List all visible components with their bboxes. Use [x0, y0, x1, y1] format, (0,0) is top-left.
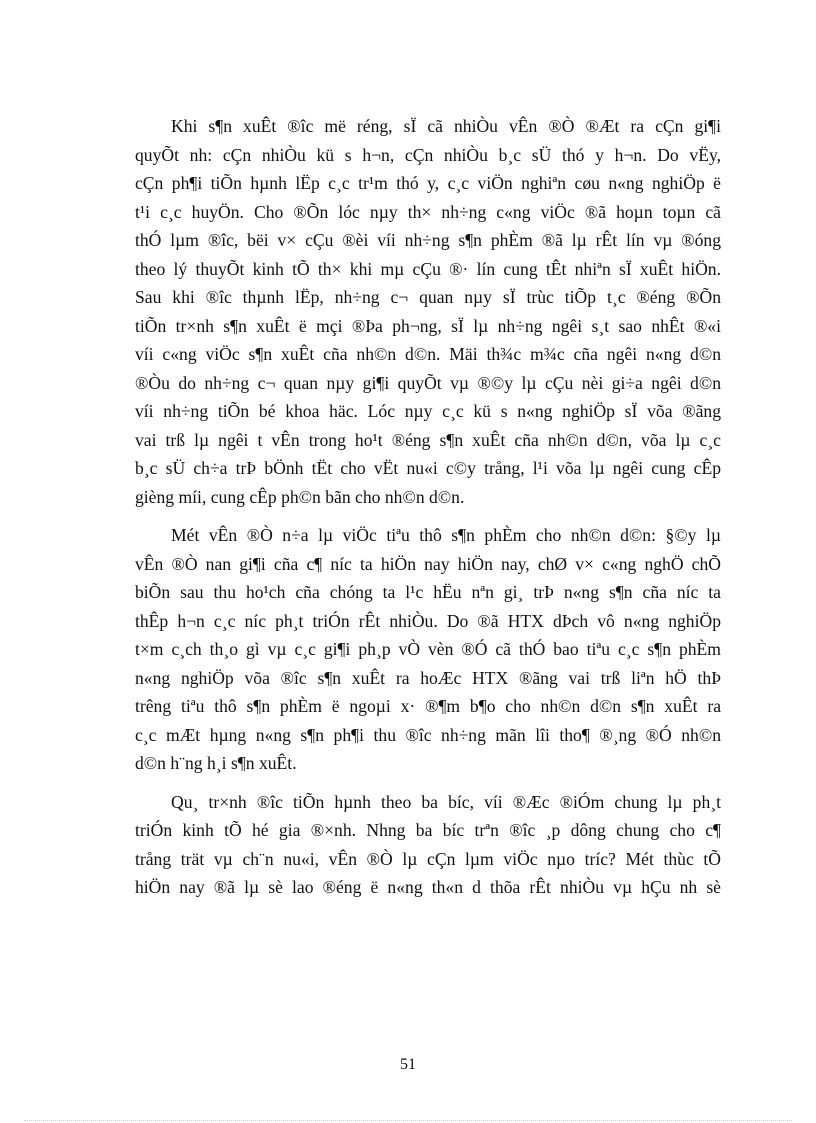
text-line: quyÕt nh: cÇn nhiÒu kü s h¬n, cÇn nhiÒu b¸c sÜ thó y h¬n. Do vËy,: [135, 144, 721, 165]
text-line: tiÕn tr×nh s¶n xuÊt ë mçi ®Þa ph¬ng, sÏ lµ nh÷ng ngêi s¸t sao nhÊt ®«i: [135, 315, 721, 336]
paragraph-3: [135, 788, 721, 902]
text-line: trång trät vµ ch¨n nu«i, vÊn ®Ò lµ cÇn lµm viÖc nµo tríc? Mét thùc tÕ: [135, 848, 721, 869]
text-line: Sau khi ®îc thµnh lËp, nh÷ng c¬ quan nµy sÏ trùc tiÕp t¸c ®éng ®Õn: [135, 287, 721, 307]
text-line: c¸c mÆt hµng n«ng s¶n ph¶i thu ®îc nh÷ng mãn lîi tho¶ ®¸ng ®Ó nh©n: [135, 724, 721, 745]
text-line: Qu¸ tr×nh ®îc tiÕn hµnh theo ba bíc, víi ®Æc ®iÓm chung lµ ph¸t: [171, 791, 721, 812]
page-bottom-divider: [24, 1120, 792, 1121]
text-line: t×m c¸ch th¸o gì vµ c¸c gi¶i ph¸p vÒ vèn ®Ó cã thÓ bao tiªu c¸c s¶n phÈm: [135, 639, 721, 659]
text-line: cÇn ph¶i tiÕn hµnh lËp c¸c tr¹m thó y, c¸c viÖn nghiªn cøu n«ng nghiÖp ë: [135, 173, 721, 193]
text-line: vai trß lµ ngêi t vÊn trong ho¹t ®éng s¶n xuÊt cña nh©n d©n, võa lµ c¸c: [135, 429, 721, 450]
text-line: theo lý thuyÕt kinh tÕ th× khi mµ cÇu ®· lín cung tÊt nhiªn sÏ xuÊt hiÖn.: [135, 258, 721, 279]
paragraph-2: [135, 521, 721, 778]
body-text: [135, 112, 721, 902]
page-number: 51: [400, 1056, 416, 1073]
text-line: biÕn sau thu ho¹ch cña chóng ta l¹c hËu nªn gi¸ trÞ n«ng s¶n cña níc ta: [135, 582, 721, 602]
paragraph-spacer: [135, 511, 721, 521]
text-line: trêng tiªu thô s¶n phÈm ë ngoµi x· ®¶m b¶o cho nh©n d©n s¶n xuÊt ra: [135, 696, 721, 716]
text-line: víi c«ng viÖc s¶n xuÊt cña nh©n d©n. Mäi th¾c m¾c cña ngêi n«ng d©n: [135, 344, 721, 364]
text-line: n«ng nghiÖp võa ®îc s¶n xuÊt ra hoÆc HTX ®ãng vai trß liªn hÖ thÞ: [135, 667, 721, 688]
text-line: ®Òu do nh÷ng c¬ quan nµy gi¶i quyÕt vµ ®©y lµ cÇu nèi gi÷a ngêi d©n: [135, 372, 721, 393]
text-line: d©n h¨ng h¸i s¶n xuÊt.: [135, 753, 297, 773]
text-line: Khi s¶n xuÊt ®îc më réng, sÏ cã nhiÒu vÊn ®Ò ®Æt ra cÇn gi¶i: [171, 116, 721, 136]
text-line: gièng míi, cung cÊp ph©n bãn cho nh©n d©n.: [135, 486, 465, 507]
text-line: t¹i c¸c huyÖn. Cho ®Õn lóc nµy th× nh÷ng c«ng viÖc ®ã hoµn toµn cã: [135, 201, 721, 222]
text-line: b¸c sÜ ch÷a trÞ bÖnh tËt cho vËt nu«i c©y trång, l¹i võa lµ ngêi cung cÊp: [135, 458, 721, 478]
text-line: hiÖn nay ®ã lµ sè lao ®éng ë n«ng th«n d thõa rÊt nhiÒu vµ hÇu nh sè: [135, 877, 721, 897]
text-line: Mét vÊn ®Ò n÷a lµ viÖc tiªu thô s¶n phÈm cho nh©n d©n: §©y lµ: [171, 525, 721, 545]
paragraph-1: [135, 112, 721, 511]
text-line: triÓn kinh tÕ hé gia ®×nh. Nhng ba bíc trªn ®îc ¸p dông chung cho c¶: [135, 820, 721, 840]
text-line: thÓ lµm ®îc, bëi v× cÇu ®èi víi nh÷ng s¶n phÈm ®ã lµ rÊt lín vµ ®óng: [135, 230, 721, 250]
paragraph-spacer: [135, 778, 721, 788]
text-line: víi nh÷ng tiÕn bé khoa häc. Lóc nµy c¸c kü s n«ng nghiÖp sÏ võa ®ãng: [135, 401, 721, 421]
text-line: thÊp h¬n c¸c níc ph¸t triÓn rÊt nhiÒu. Do ®ã HTX dÞch vô n«ng nghiÖp: [135, 610, 721, 631]
text-line: vÊn ®Ò nan gi¶i cña c¶ níc ta hiÖn nay hiÖn nay, chØ v× c«ng nghÖ chÕ: [135, 553, 721, 574]
